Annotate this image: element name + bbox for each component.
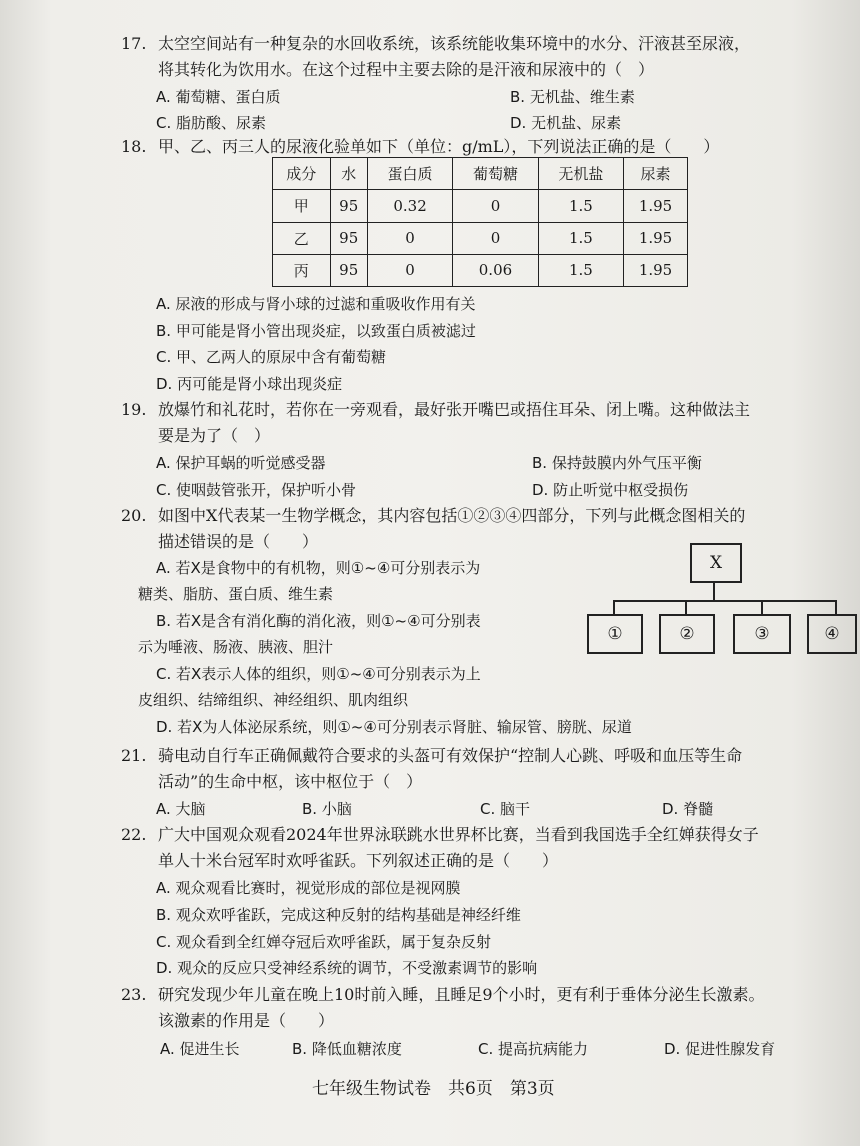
table-cell: 1.5 <box>538 190 623 222</box>
question-stem: 该激素的作用是（ ） <box>158 1011 335 1030</box>
table-header-cell: 成分 <box>273 158 331 190</box>
question-stem: 广大中国观众观看2024年世界泳联跳水世界杯比赛，当看到我国选手全红婵获得女子 <box>158 825 759 844</box>
option-b-continued: 示为唾液、肠液、胰液、胆汁 <box>138 638 334 656</box>
question-number: 19. <box>121 400 147 419</box>
question-stem: 骑电动自行车正确佩戴符合要求的头盔可有效保护“控制人心跳、呼吸和血压等生命 <box>158 746 743 765</box>
question-number: 18. <box>121 137 147 156</box>
option-d: D. 观众的反应只受神经系统的调节，不受激素调节的影响 <box>156 959 538 977</box>
option-d: D. 脊髓 <box>662 800 714 818</box>
diagram-child-3: ③ <box>733 614 791 654</box>
option-c: C. 提高抗病能力 <box>478 1040 589 1058</box>
option-a: A. 若X是食物中的有机物，则①~④可分别表示为 <box>156 559 481 577</box>
page-footer: 七年级生物试卷 共6页 第3页 <box>312 1079 555 1099</box>
urine-test-table <box>272 157 688 287</box>
diagram-child-2: ② <box>659 614 715 654</box>
table-cell: 乙 <box>273 222 331 254</box>
diagram-connector <box>613 600 615 614</box>
table-cell: 0 <box>367 222 452 254</box>
option-d: D. 防止听觉中枢受损伤 <box>532 481 689 499</box>
table-cell: 0.06 <box>453 254 538 286</box>
option-a: A. 尿液的形成与肾小球的过滤和重吸收作用有关 <box>156 295 476 313</box>
table-header-cell: 无机盐 <box>538 158 623 190</box>
question-number: 22. <box>121 825 147 844</box>
table-cell: 1.95 <box>624 254 688 286</box>
option-c-continued: 皮组织、结缔组织、神经组织、肌肉组织 <box>138 691 409 709</box>
table-cell: 1.95 <box>624 190 688 222</box>
option-d: D. 无机盐、尿素 <box>510 114 622 132</box>
table-cell: 0 <box>453 190 538 222</box>
question-stem: 太空空间站有一种复杂的水回收系统，该系统能收集环境中的水分、汗液甚至尿液， <box>158 34 751 53</box>
table-cell: 1.5 <box>538 222 623 254</box>
table-header-cell: 蛋白质 <box>367 158 452 190</box>
option-d: D. 促进性腺发育 <box>664 1040 776 1058</box>
table-header-row <box>273 158 688 190</box>
table-row <box>273 190 688 222</box>
question-number: 17. <box>121 34 147 53</box>
option-a-continued: 糖类、脂肪、蛋白质、维生素 <box>138 585 334 603</box>
option-b: B. 甲可能是肾小管出现炎症，以致蛋白质被滤过 <box>156 322 476 340</box>
table-cell: 0 <box>453 222 538 254</box>
question-stem: 甲、乙、丙三人的尿液化验单如下（单位：g/mL），下列说法正确的是（ ） <box>158 137 720 156</box>
table-cell: 丙 <box>273 254 331 286</box>
question-stem: 活动”的生命中枢，该中枢位于（ ） <box>158 772 423 791</box>
table-row <box>273 222 688 254</box>
diagram-connector <box>761 600 763 614</box>
question-number: 23. <box>121 985 147 1004</box>
option-c: C. 若X表示人体的组织，则①~④可分别表示为上 <box>156 665 481 683</box>
table-row <box>273 254 688 286</box>
table-header-cell: 尿素 <box>624 158 688 190</box>
table-cell: 0.32 <box>367 190 452 222</box>
option-b: B. 小脑 <box>302 800 352 818</box>
option-c: C. 使咽鼓管张开，保护听小骨 <box>156 481 357 499</box>
option-d: D. 若X为人体泌尿系统，则①~④可分别表示肾脏、输尿管、膀胱、尿道 <box>156 718 632 736</box>
question-number: 20. <box>121 506 147 525</box>
question-number: 21. <box>121 746 147 765</box>
question-stem: 放爆竹和礼花时，若你在一旁观看，最好张开嘴巴或捂住耳朵、闭上嘴。这种做法主 <box>158 400 751 419</box>
option-c: C. 甲、乙两人的原尿中含有葡萄糖 <box>156 348 387 366</box>
diagram-connector <box>835 600 837 614</box>
option-c: C. 观众看到全红婵夺冠后欢呼雀跃，属于复杂反射 <box>156 933 492 951</box>
question-stem: 要是为了（ ） <box>158 426 271 445</box>
table-cell: 95 <box>330 254 367 286</box>
diagram-root-x: X <box>690 543 742 583</box>
option-a: A. 葡萄糖、蛋白质 <box>156 88 281 106</box>
table-cell: 95 <box>330 222 367 254</box>
option-a: A. 观众观看比赛时，视觉形成的部位是视网膜 <box>156 879 461 897</box>
table-cell: 95 <box>330 190 367 222</box>
option-b: B. 观众欢呼雀跃，完成这种反射的结构基础是神经纤维 <box>156 906 521 924</box>
diagram-child-1: ① <box>587 614 643 654</box>
question-stem: 单人十米台冠军时欢呼雀跃。下列叙述正确的是（ ） <box>158 851 559 870</box>
table-cell: 甲 <box>273 190 331 222</box>
table-cell: 1.5 <box>538 254 623 286</box>
option-b: B. 保持鼓膜内外气压平衡 <box>532 454 702 472</box>
option-a: A. 保护耳蜗的听觉感受器 <box>156 454 326 472</box>
table-cell: 1.95 <box>624 222 688 254</box>
diagram-connector <box>685 600 687 614</box>
question-stem: 如图中X代表某一生物学概念，其内容包括①②③④四部分，下列与此概念图相关的 <box>158 506 746 525</box>
diagram-connector <box>713 581 715 601</box>
diagram-child-4: ④ <box>807 614 857 654</box>
option-b: B. 无机盐、维生素 <box>510 88 635 106</box>
diagram-connector <box>613 600 835 602</box>
option-c: C. 脂肪酸、尿素 <box>156 114 267 132</box>
table-cell: 0 <box>367 254 452 286</box>
option-d: D. 丙可能是肾小球出现炎症 <box>156 375 343 393</box>
option-c: C. 脑干 <box>480 800 531 818</box>
option-b: B. 若X是含有消化酶的消化液，则①~④可分别表 <box>156 612 481 630</box>
table-header-cell: 葡萄糖 <box>453 158 538 190</box>
table-header-cell: 水 <box>330 158 367 190</box>
option-a: A. 促进生长 <box>160 1040 240 1058</box>
question-stem: 描述错误的是（ ） <box>158 532 319 551</box>
question-stem: 将其转化为饮用水。在这个过程中主要去除的是汗液和尿液中的（ ） <box>158 60 655 79</box>
option-a: A. 大脑 <box>156 800 206 818</box>
option-b: B. 降低血糖浓度 <box>292 1040 402 1058</box>
question-stem: 研究发现少年儿童在晚上10时前入睡，且睡足9个小时，更有利于垂体分泌生长激素。 <box>158 985 765 1004</box>
